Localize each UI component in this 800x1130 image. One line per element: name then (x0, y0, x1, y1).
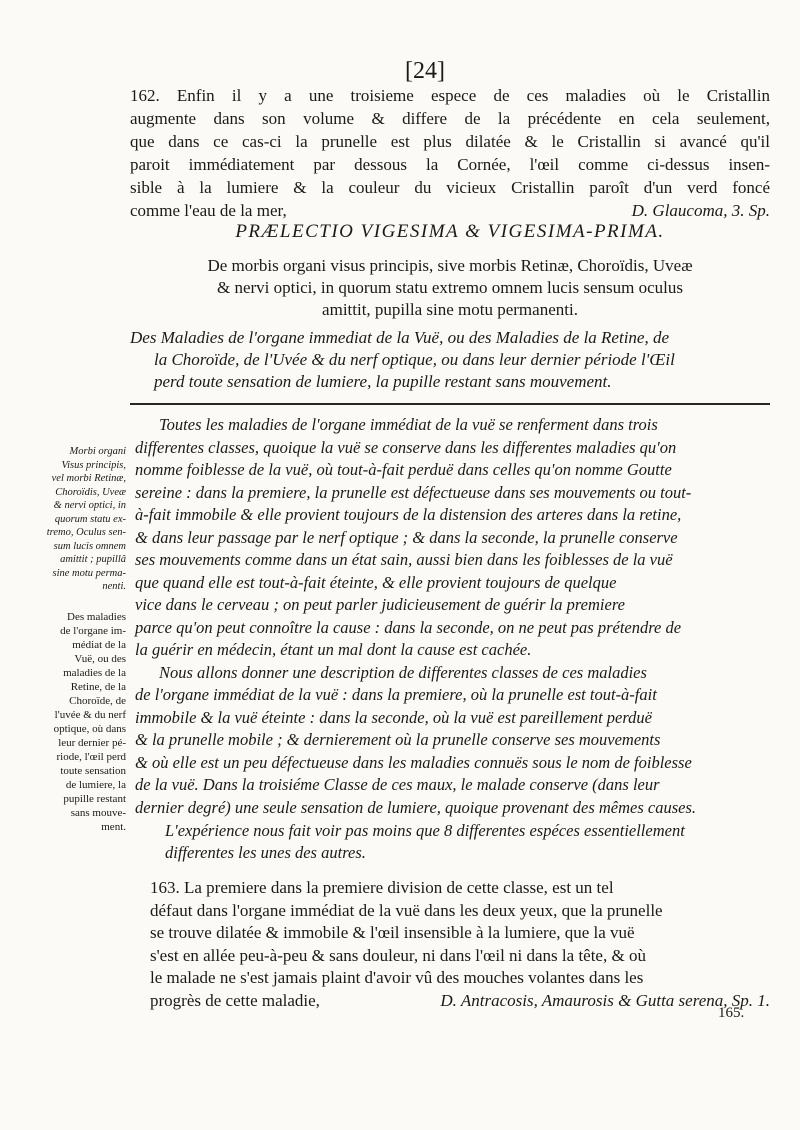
reference-citation: D. Antracosis, Amaurosis & Gutta serena, Sp. 1. (440, 990, 770, 1010)
text-line: de la vuë. Dans la troisiéme Classe de ces maux, le malade conserve (dans leur (135, 775, 660, 794)
margin-line: de lumiere, la (65, 779, 126, 791)
text-line: défaut dans l'organe immédiat de la vuë dans les deux yeux, que la prunelle (150, 900, 663, 920)
lecture-title: PRÆLECTIO VIGESIMA & VIGESIMA-PRIMA. (235, 221, 665, 242)
text-line: & où elle est un peu défectueuse dans les maladies connuës sous le nom de foiblesse (135, 752, 692, 772)
text-line: Nous allons donner une description de differentes classes de ces maladies (159, 662, 647, 682)
margin-note-latin (30, 445, 126, 594)
text-line: la guérir en médecin, étant un mal dont la cause est cachée. (135, 640, 532, 659)
margin-line: l'uvée & du nerf (54, 709, 126, 721)
text-line: ses mouvements comme dans un état sain, aussi bien dans les foiblesses de la vuë (135, 550, 673, 569)
text-line: s'est en allée peu-à-peu & sans douleur, ni dans l'œil ni dans la tête, & où (150, 945, 646, 965)
text-line (150, 990, 770, 1013)
text-line: augmente dans son volume & differe de la précédente en cela seulement, (130, 109, 770, 128)
text-line: 163. La premiere dans la premiere division de cette classe, est un tel (150, 878, 614, 897)
text-line: & la prunelle mobile ; & dernierement où la prunelle conserve ses mouvements (135, 730, 661, 749)
margin-line: ment. (101, 821, 126, 833)
text-line: de l'organe immédiat de la vuë : dans la premiere, où la prunelle est tout-à-fait (135, 685, 657, 704)
text-fragment: progrès de cette maladie, (150, 990, 320, 1010)
margin-line: sans mouve- (70, 807, 126, 819)
margin-note-french (30, 610, 126, 834)
text-line: parce qu'on peut connoître la cause : dans la seconde, on ne peut pas prétendre de (135, 617, 682, 637)
margin-line: maladies de la (63, 667, 126, 679)
text-line: immobile & la vuë éteinte : dans la seconde, où la vuë est pareillement perduë (135, 707, 653, 727)
margin-line: Choroïdis, Uveæ (55, 486, 126, 498)
text-line: la Choroïde, de l'Uvée & du nerf optique, ou dans leur dernier période l'Œil (154, 350, 675, 369)
text-line: Des Maladies de l'organe immediat de la Vuë, ou des Maladies de la Retine, de (130, 328, 670, 347)
paragraph-163 (150, 877, 770, 1012)
text-line: le malade ne s'est jamais plaint d'avoir vû des mouches volantes dans les (150, 968, 644, 987)
experience-paragraph (165, 820, 765, 864)
margin-line: toute sensation (60, 765, 126, 777)
margin-line: optique, où dans (53, 723, 126, 735)
text-line: De morbis organi visus principis, sive morbis Retinæ, Choroïdis, Uveæ (207, 256, 693, 275)
margin-line: Retine, de la (70, 681, 126, 693)
french-subtitle (130, 327, 770, 393)
horizontal-rule (130, 403, 770, 405)
text-line (130, 199, 770, 222)
text-line: perd toute sensation de lumiere, la pupille restant sans mouvement. (154, 372, 612, 391)
text-line: sereine : dans la premiere, la prunelle est défectueuse dans ses mouvements ou tout- (135, 482, 692, 502)
margin-line: de l'organe im- (60, 625, 126, 637)
margin-line: Morbi organi (69, 446, 126, 457)
page-number: [24] (405, 58, 445, 84)
margin-line: Choroïde, de (69, 695, 126, 707)
text-line: 162. Enfin il y a une troisieme espece de ces maladies où le Cristallin (130, 86, 770, 105)
text-fragment: comme l'eau de la mer, (130, 201, 287, 220)
text-line: à-fait immobile & elle provient toujours de la distension des arteres dans la retine, (135, 505, 682, 524)
margin-line: vel morbi Retinæ, (51, 473, 126, 484)
text-line: se trouve dilatée & immobile & l'œil insensible à la lumiere, que la vuë (150, 923, 635, 942)
paragraph-162 (130, 84, 770, 222)
text-line: que quand elle est tout-à-fait éteinte, & elle provient toujours de quelque (135, 572, 617, 592)
text-line: amittit, pupilla sine motu permanenti. (322, 300, 578, 319)
text-line: & nervi optici, in quorum statu extremo omnem lucis sensum oculus (216, 278, 683, 297)
text-line: Toutes les maladies de l'organe immédiat de la vuë se renferment dans trois (159, 415, 658, 434)
margin-line: leur dernier pé- (58, 737, 126, 749)
margin-line: pupille restant (63, 793, 126, 805)
margin-line: sum lucis omnem (53, 540, 126, 552)
margin-line: quorum statu ex- (54, 513, 126, 525)
main-paragraph (135, 414, 765, 819)
margin-line: Visus principis, (61, 459, 126, 471)
margin-line: nenti. (102, 581, 126, 592)
text-line: differentes les unes des autres. (165, 843, 366, 862)
margin-line: tremo, Oculus sen- (46, 527, 126, 538)
margin-line: médiat de la (72, 639, 126, 651)
reference-citation: D. Glaucoma, 3. Sp. (631, 201, 770, 220)
text-line: nomme foiblesse de la vuë, où tout-à-fait perduë dans celles qu'on nomme Goutte (135, 460, 672, 479)
margin-line: Vuë, ou des (74, 653, 126, 665)
text-line: que dans ce cas-ci la prunelle est plus dilatée & le Cristallin si avancé qu'il (130, 132, 770, 151)
text-line: & dans leur passage par le nerf optique ; & dans la seconde, la prunelle conserve (135, 527, 678, 547)
text-line: dernier degré) une seule sensation de lumiere, quoique provenant des mêmes causes. (135, 797, 697, 817)
text-line: vice dans le cerveau ; on peut parler judicieusement de guérir la premiere (135, 595, 625, 614)
text-line: sible à la lumiere & la couleur du vicieux Cristallin paroît d'un verd foncé (130, 178, 770, 197)
margin-line: & nervi optici, in (53, 500, 126, 511)
text-line: L'expérience nous fait voir pas moins que 8 differentes espéces essentiellement (165, 821, 685, 840)
margin-line: riode, l'œil perd (56, 751, 126, 763)
latin-subtitle (130, 255, 770, 321)
text-line: differentes classes, quoique la vuë se conserve dans les differentes maladies qu'on (135, 437, 677, 457)
text-line: paroit immédiatement par dessous la Cornée, l'œil comme ci-dessus insen- (130, 155, 770, 174)
margin-line: amittit ; pupillâ (60, 554, 126, 565)
margin-line: Des maladies (67, 611, 126, 623)
catchword: 165. (718, 1005, 745, 1021)
margin-line: sine motu perma- (52, 567, 126, 579)
